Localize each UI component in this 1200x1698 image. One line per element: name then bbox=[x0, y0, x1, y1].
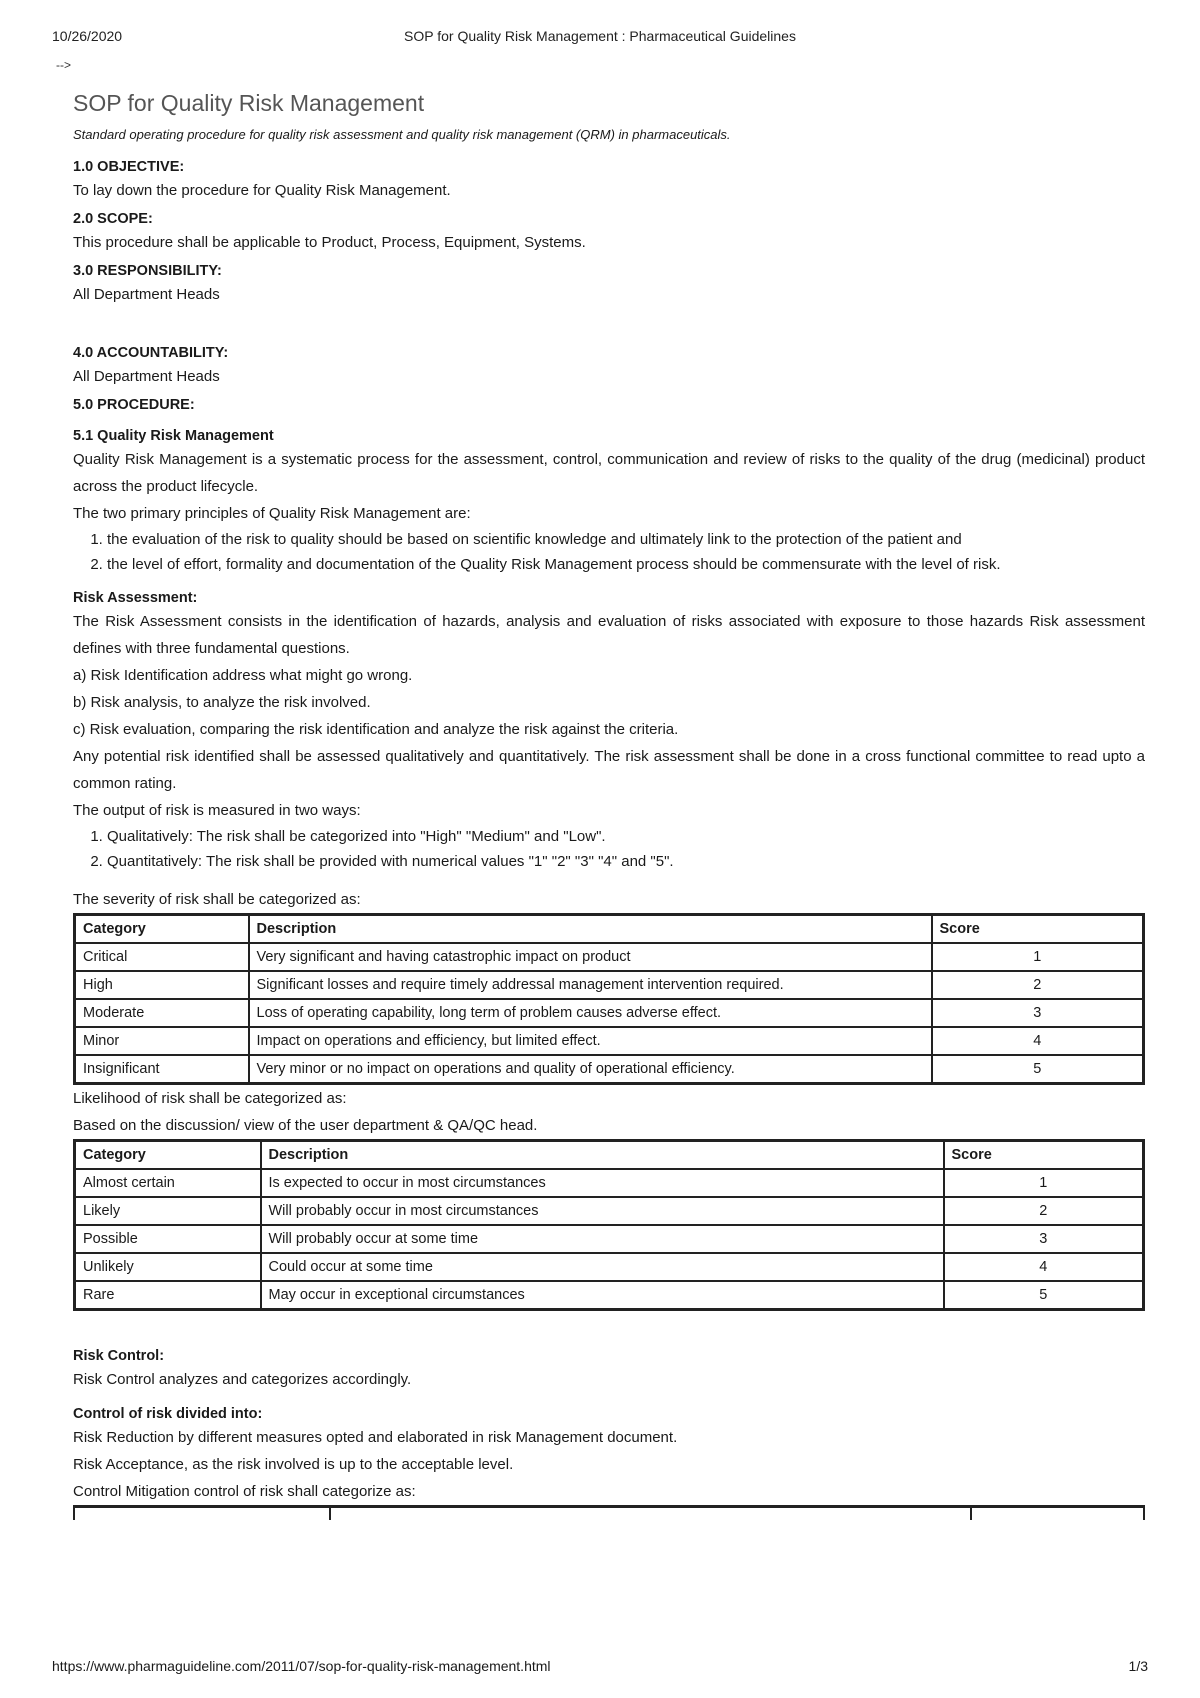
table-header-row bbox=[75, 915, 1144, 944]
table-cell: Rare bbox=[75, 1281, 261, 1310]
table-header-row bbox=[75, 1141, 1144, 1170]
table-cell: Impact on operations and efficiency, but limited effect. bbox=[249, 1027, 932, 1055]
risk-output-intro: The output of risk is measured in two ways: bbox=[73, 802, 361, 819]
responsibility-text: All Department Heads bbox=[73, 286, 220, 303]
list-item: 1. the evaluation of the risk to quality should be based on scientific knowledge and ultimately link to the protection of the patient and bbox=[107, 527, 1145, 552]
column-header: Score bbox=[944, 1141, 1144, 1170]
accountability-text: All Department Heads bbox=[73, 368, 220, 385]
risk-question-b: b) Risk analysis, to analyze the risk involved. bbox=[73, 694, 371, 711]
scope-text: This procedure shall be applicable to Product, Process, Equipment, Systems. bbox=[73, 234, 586, 251]
risk-question-a: a) Risk Identification address what might go wrong. bbox=[73, 667, 413, 684]
qrm-heading: 5.1 Quality Risk Management bbox=[73, 428, 274, 444]
table-cell: 3 bbox=[932, 999, 1144, 1027]
severity-intro: The severity of risk shall be categorized as: bbox=[73, 891, 361, 908]
table-row bbox=[75, 971, 1144, 999]
risk-control-heading: Risk Control: bbox=[73, 1348, 165, 1364]
table-cell: Very minor or no impact on operations and quality of operational efficiency. bbox=[249, 1055, 932, 1084]
table-cell: Significant losses and require timely addressal management intervention required. bbox=[249, 971, 932, 999]
responsibility-heading: 3.0 RESPONSIBILITY: bbox=[73, 263, 222, 279]
table-row bbox=[75, 1281, 1144, 1310]
table-cell: 1 bbox=[944, 1169, 1144, 1197]
likelihood-basis: Based on the discussion/ view of the user department & QA/QC head. bbox=[73, 1117, 538, 1134]
risk-acceptance-text: Risk Acceptance, as the risk involved is up to the acceptable level. bbox=[73, 1456, 514, 1473]
table-cell: 3 bbox=[944, 1225, 1144, 1253]
table-cell: Critical bbox=[75, 943, 249, 971]
risk-question-c: c) Risk evaluation, comparing the risk identification and analyze the risk against the criteria. bbox=[73, 721, 679, 738]
table-cell: 4 bbox=[944, 1253, 1144, 1281]
table-cell: 2 bbox=[944, 1197, 1144, 1225]
table-cell: Will probably occur in most circumstances bbox=[261, 1197, 944, 1225]
print-footer bbox=[52, 1658, 1148, 1678]
risk-control-text: Risk Control analyzes and categorizes accordingly. bbox=[73, 1371, 412, 1388]
accountability-heading: 4.0 ACCOUNTABILITY: bbox=[73, 345, 229, 361]
print-date: 10/26/2020 bbox=[52, 28, 123, 44]
risk-assessment-heading: Risk Assessment: bbox=[73, 590, 198, 606]
objective-text: To lay down the procedure for Quality Risk Management. bbox=[73, 182, 451, 199]
table-row bbox=[75, 999, 1144, 1027]
table-cell: Unlikely bbox=[75, 1253, 261, 1281]
table-row bbox=[75, 1169, 1144, 1197]
table-row bbox=[75, 1253, 1144, 1281]
risk-output-list bbox=[73, 824, 1145, 874]
page-number: 1/3 bbox=[1128, 1658, 1148, 1674]
table-cell: Could occur at some time bbox=[261, 1253, 944, 1281]
qrm-definition: Quality Risk Management is a systematic process for the assessment, control, communication and review of risks to the quality of the drug (medicinal) product across the product lifecycle. bbox=[73, 451, 1145, 495]
control-mitigation-text: Control Mitigation control of risk shall categorize as: bbox=[73, 1483, 416, 1500]
column-header: Category bbox=[75, 1141, 261, 1170]
table-cell: 2 bbox=[932, 971, 1144, 999]
qrm-principles-intro: The two primary principles of Quality Risk Management are: bbox=[73, 505, 471, 522]
table-cell: High bbox=[75, 971, 249, 999]
html-comment-artifact: --> bbox=[56, 58, 71, 72]
scope-heading: 2.0 SCOPE: bbox=[73, 211, 153, 227]
risk-reduction-text: Risk Reduction by different measures opted and elaborated in risk Management document. bbox=[73, 1429, 678, 1446]
risk-assessment-definition: The Risk Assessment consists in the identification of hazards, analysis and evaluation of risks associated with exposure to those hazards Risk assessment defines with three fundamental questions. bbox=[73, 613, 1145, 657]
table-cell: 4 bbox=[932, 1027, 1144, 1055]
table-cell: Insignificant bbox=[75, 1055, 249, 1084]
column-header: Score bbox=[932, 915, 1144, 944]
qrm-principles-list bbox=[73, 527, 1145, 577]
column-header: Description bbox=[249, 915, 932, 944]
table-row bbox=[75, 943, 1144, 971]
article-subtitle: Standard operating procedure for quality risk assessment and quality risk management (QRM) in pharmaceuticals. bbox=[73, 127, 731, 142]
table-row bbox=[75, 1027, 1144, 1055]
likelihood-table bbox=[73, 1139, 1145, 1311]
table-row bbox=[75, 1225, 1144, 1253]
table-cell: Loss of operating capability, long term of problem causes adverse effect. bbox=[249, 999, 932, 1027]
article-content bbox=[73, 90, 1145, 1520]
list-item: 1. Qualitatively: The risk shall be categorized into "High" "Medium" and "Low". bbox=[107, 824, 1145, 849]
table-row bbox=[75, 1055, 1144, 1084]
mitigation-table-top-edge bbox=[73, 1505, 1145, 1520]
table-cell: 5 bbox=[944, 1281, 1144, 1310]
risk-assessment-method: Any potential risk identified shall be assessed qualitatively and quantitatively. The risk assessment shall be done in a cross functional committee to read upto a common rating. bbox=[73, 748, 1145, 792]
control-division-heading: Control of risk divided into: bbox=[73, 1406, 263, 1422]
column-header: Description bbox=[261, 1141, 944, 1170]
table-cell: Possible bbox=[75, 1225, 261, 1253]
column-header: Category bbox=[75, 915, 249, 944]
table-cell: Moderate bbox=[75, 999, 249, 1027]
print-header bbox=[52, 28, 1148, 48]
severity-table bbox=[73, 913, 1145, 1085]
list-item: 2. Quantitatively: The risk shall be provided with numerical values "1" "2" "3" "4" and "5". bbox=[107, 849, 1145, 874]
table-cell: May occur in exceptional circumstances bbox=[261, 1281, 944, 1310]
likelihood-intro: Likelihood of risk shall be categorized as: bbox=[73, 1090, 347, 1107]
table-cell: Is expected to occur in most circumstances bbox=[261, 1169, 944, 1197]
table-cell: Likely bbox=[75, 1197, 261, 1225]
table-cell: 5 bbox=[932, 1055, 1144, 1084]
print-url: https://www.pharmaguideline.com/2011/07/sop-for-quality-risk-management.html bbox=[52, 1658, 551, 1674]
table-cell: Very significant and having catastrophic impact on product bbox=[249, 943, 932, 971]
table-cell: 1 bbox=[932, 943, 1144, 971]
procedure-heading: 5.0 PROCEDURE: bbox=[73, 397, 195, 413]
print-page-title: SOP for Quality Risk Management : Pharmaceutical Guidelines bbox=[404, 28, 796, 44]
list-item: 2. the level of effort, formality and documentation of the Quality Risk Management process should be commensurate with the level of risk. bbox=[107, 552, 1145, 577]
table-cell: Minor bbox=[75, 1027, 249, 1055]
table-row bbox=[75, 1197, 1144, 1225]
table-cell: Will probably occur at some time bbox=[261, 1225, 944, 1253]
objective-heading: 1.0 OBJECTIVE: bbox=[73, 159, 185, 175]
article-title: SOP for Quality Risk Management bbox=[73, 90, 425, 116]
table-cell: Almost certain bbox=[75, 1169, 261, 1197]
